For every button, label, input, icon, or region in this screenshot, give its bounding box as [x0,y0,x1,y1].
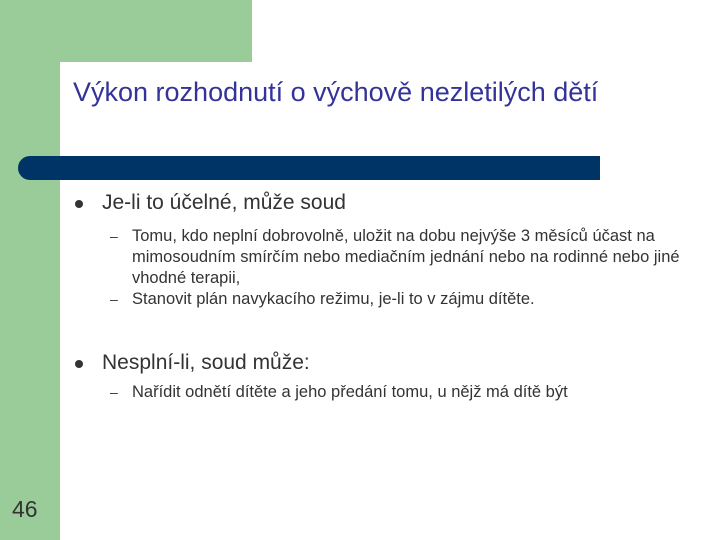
sub-item [72,226,692,289]
title-divider-bar [18,156,600,180]
dash-icon: – [110,228,118,244]
page-number: 46 [12,496,38,522]
slide-title: Výkon rozhodnutí o výchově nezletilých dětí [73,77,599,107]
slide-content [72,190,692,403]
sub-item [72,289,692,310]
top-left-accent-block [0,0,252,62]
sub-text: Stanovit plán navykacího režimu, je-li to v zájmu dítěte. [132,290,535,308]
sub-list [72,226,692,310]
left-sidebar-band [0,0,60,540]
dash-icon: – [110,384,118,400]
bullet-text: Je-li to účelné, může soud [102,191,346,214]
bullet-dot-icon [75,360,83,368]
bullet-text: Nesplní-li, soud může: [102,351,310,374]
sub-text: Tomu, kdo neplní dobrovolně, uložit na dobu nejvýše 3 měsíců účast na mimosoudním smírčím nebo mediačním jednání nebo na rodinné nebo jiné vhodné terapii, [132,227,680,287]
bullet-item [72,190,692,216]
sub-item [72,382,692,403]
dash-icon: – [110,291,118,307]
sub-list [72,382,692,403]
bullet-item [72,350,692,376]
bullet-dot-icon [75,200,83,208]
sub-text: Nařídit odnětí dítěte a jeho předání tomu, u nějž má dítě být [132,383,568,401]
